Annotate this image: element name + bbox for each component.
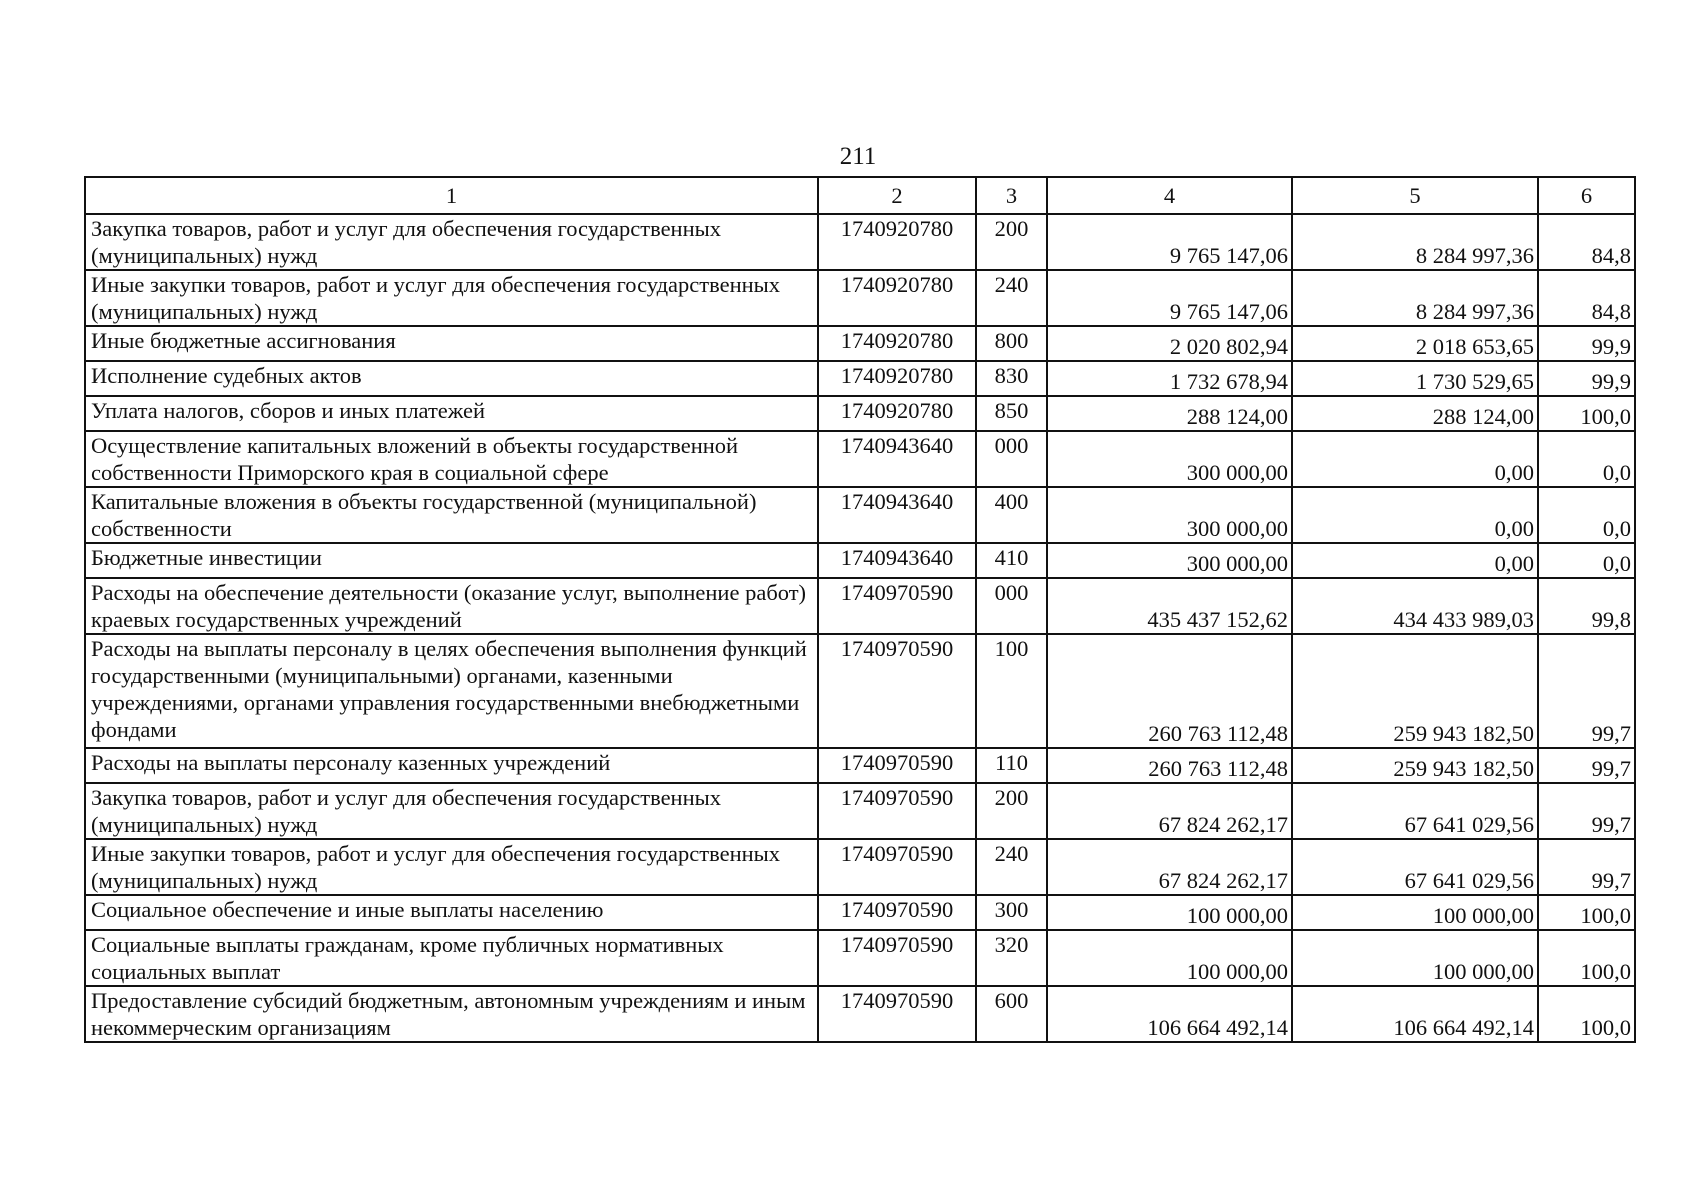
row-actual: 67 641 029,56	[1292, 783, 1538, 839]
row-percent: 100,0	[1538, 895, 1635, 930]
row-percent: 84,8	[1538, 214, 1635, 270]
column-header: 4	[1047, 177, 1292, 214]
row-percent: 84,8	[1538, 270, 1635, 326]
row-actual: 288 124,00	[1292, 396, 1538, 431]
row-type: 300	[976, 895, 1047, 930]
table-row	[85, 361, 1635, 396]
row-code: 1740970590	[818, 748, 976, 783]
row-name: Закупка товаров, работ и услуг для обеспечения государственных (муниципальных) нужд	[85, 783, 818, 839]
header-row	[85, 177, 1635, 214]
column-header: 6	[1538, 177, 1635, 214]
row-name: Расходы на выплаты персоналу в целях обеспечения выполнения функций государственными (муниципальными) органами, казенными учреждениями, органами управления государственными внебюджетными фондами	[85, 634, 818, 748]
column-header: 1	[85, 177, 818, 214]
row-code: 1740943640	[818, 431, 976, 487]
row-type: 400	[976, 487, 1047, 543]
row-type: 320	[976, 930, 1047, 986]
row-type: 850	[976, 396, 1047, 431]
table-row	[85, 431, 1635, 487]
row-plan: 260 763 112,48	[1047, 634, 1292, 748]
row-name: Капитальные вложения в объекты государственной (муниципальной) собственности	[85, 487, 818, 543]
row-plan: 435 437 152,62	[1047, 578, 1292, 634]
table-row	[85, 543, 1635, 578]
row-percent: 99,7	[1538, 634, 1635, 748]
row-plan: 2 020 802,94	[1047, 326, 1292, 361]
row-actual: 8 284 997,36	[1292, 214, 1538, 270]
row-actual: 100 000,00	[1292, 895, 1538, 930]
row-plan: 100 000,00	[1047, 895, 1292, 930]
table-row	[85, 396, 1635, 431]
row-type: 200	[976, 783, 1047, 839]
row-code: 1740970590	[818, 634, 976, 748]
row-code: 1740920780	[818, 270, 976, 326]
row-name: Уплата налогов, сборов и иных платежей	[85, 396, 818, 431]
table-row	[85, 986, 1635, 1042]
table-row	[85, 895, 1635, 930]
budget-table-body	[85, 177, 1635, 1042]
budget-table	[84, 176, 1636, 1043]
row-percent: 100,0	[1538, 986, 1635, 1042]
row-type: 240	[976, 839, 1047, 895]
row-type: 100	[976, 634, 1047, 748]
row-actual: 106 664 492,14	[1292, 986, 1538, 1042]
row-name: Расходы на выплаты персоналу казенных учреждений	[85, 748, 818, 783]
row-name: Осуществление капитальных вложений в объекты государственной собственности Приморского края в социальной сфере	[85, 431, 818, 487]
row-type: 410	[976, 543, 1047, 578]
table-row	[85, 634, 1635, 748]
row-code: 1740970590	[818, 930, 976, 986]
row-type: 800	[976, 326, 1047, 361]
table-row	[85, 839, 1635, 895]
row-name: Расходы на обеспечение деятельности (оказание услуг, выполнение работ) краевых государственных учреждений	[85, 578, 818, 634]
row-actual: 0,00	[1292, 431, 1538, 487]
row-code: 1740920780	[818, 326, 976, 361]
row-type: 200	[976, 214, 1047, 270]
row-name: Иные бюджетные ассигнования	[85, 326, 818, 361]
row-actual: 1 730 529,65	[1292, 361, 1538, 396]
row-code: 1740943640	[818, 487, 976, 543]
column-header: 5	[1292, 177, 1538, 214]
row-percent: 0,0	[1538, 487, 1635, 543]
row-code: 1740920780	[818, 396, 976, 431]
row-plan: 9 765 147,06	[1047, 214, 1292, 270]
row-code: 1740920780	[818, 214, 976, 270]
row-plan: 1 732 678,94	[1047, 361, 1292, 396]
row-percent: 99,7	[1538, 748, 1635, 783]
row-type: 000	[976, 431, 1047, 487]
table-row	[85, 783, 1635, 839]
row-actual: 259 943 182,50	[1292, 748, 1538, 783]
row-code: 1740970590	[818, 783, 976, 839]
row-actual: 259 943 182,50	[1292, 634, 1538, 748]
row-name: Иные закупки товаров, работ и услуг для обеспечения государственных (муниципальных) нужд	[85, 839, 818, 895]
row-percent: 0,0	[1538, 543, 1635, 578]
table-row	[85, 214, 1635, 270]
row-name: Закупка товаров, работ и услуг для обеспечения государственных (муниципальных) нужд	[85, 214, 818, 270]
table-row	[85, 487, 1635, 543]
row-plan: 67 824 262,17	[1047, 839, 1292, 895]
row-type: 000	[976, 578, 1047, 634]
row-name: Исполнение судебных актов	[85, 361, 818, 396]
table-row	[85, 270, 1635, 326]
row-plan: 9 765 147,06	[1047, 270, 1292, 326]
row-name: Социальное обеспечение и иные выплаты населению	[85, 895, 818, 930]
table-row	[85, 578, 1635, 634]
row-actual: 8 284 997,36	[1292, 270, 1538, 326]
row-code: 1740970590	[818, 839, 976, 895]
row-actual: 0,00	[1292, 487, 1538, 543]
row-plan: 300 000,00	[1047, 487, 1292, 543]
row-percent: 100,0	[1538, 930, 1635, 986]
table-row	[85, 930, 1635, 986]
row-actual: 67 641 029,56	[1292, 839, 1538, 895]
row-percent: 99,9	[1538, 326, 1635, 361]
row-actual: 2 018 653,65	[1292, 326, 1538, 361]
table-row	[85, 748, 1635, 783]
row-code: 1740920780	[818, 361, 976, 396]
row-plan: 300 000,00	[1047, 543, 1292, 578]
row-code: 1740970590	[818, 895, 976, 930]
row-name: Иные закупки товаров, работ и услуг для обеспечения государственных (муниципальных) нужд	[85, 270, 818, 326]
row-percent: 99,8	[1538, 578, 1635, 634]
column-header: 3	[976, 177, 1047, 214]
row-plan: 300 000,00	[1047, 431, 1292, 487]
row-percent: 99,7	[1538, 839, 1635, 895]
row-type: 600	[976, 986, 1047, 1042]
row-percent: 0,0	[1538, 431, 1635, 487]
table-row	[85, 326, 1635, 361]
row-actual: 100 000,00	[1292, 930, 1538, 986]
row-code: 1740970590	[818, 986, 976, 1042]
row-type: 110	[976, 748, 1047, 783]
row-plan: 288 124,00	[1047, 396, 1292, 431]
row-actual: 0,00	[1292, 543, 1538, 578]
row-actual: 434 433 989,03	[1292, 578, 1538, 634]
row-type: 240	[976, 270, 1047, 326]
column-header: 2	[818, 177, 976, 214]
row-name: Предоставление субсидий бюджетным, автономным учреждениям и иным некоммерческим организациям	[85, 986, 818, 1042]
row-code: 1740943640	[818, 543, 976, 578]
row-name: Социальные выплаты гражданам, кроме публичных нормативных социальных выплат	[85, 930, 818, 986]
row-percent: 100,0	[1538, 396, 1635, 431]
row-name: Бюджетные инвестиции	[85, 543, 818, 578]
row-percent: 99,7	[1538, 783, 1635, 839]
row-percent: 99,9	[1538, 361, 1635, 396]
row-plan: 100 000,00	[1047, 930, 1292, 986]
row-plan: 260 763 112,48	[1047, 748, 1292, 783]
row-code: 1740970590	[818, 578, 976, 634]
row-type: 830	[976, 361, 1047, 396]
row-plan: 106 664 492,14	[1047, 986, 1292, 1042]
row-plan: 67 824 262,17	[1047, 783, 1292, 839]
page-number: 211	[839, 143, 877, 170]
